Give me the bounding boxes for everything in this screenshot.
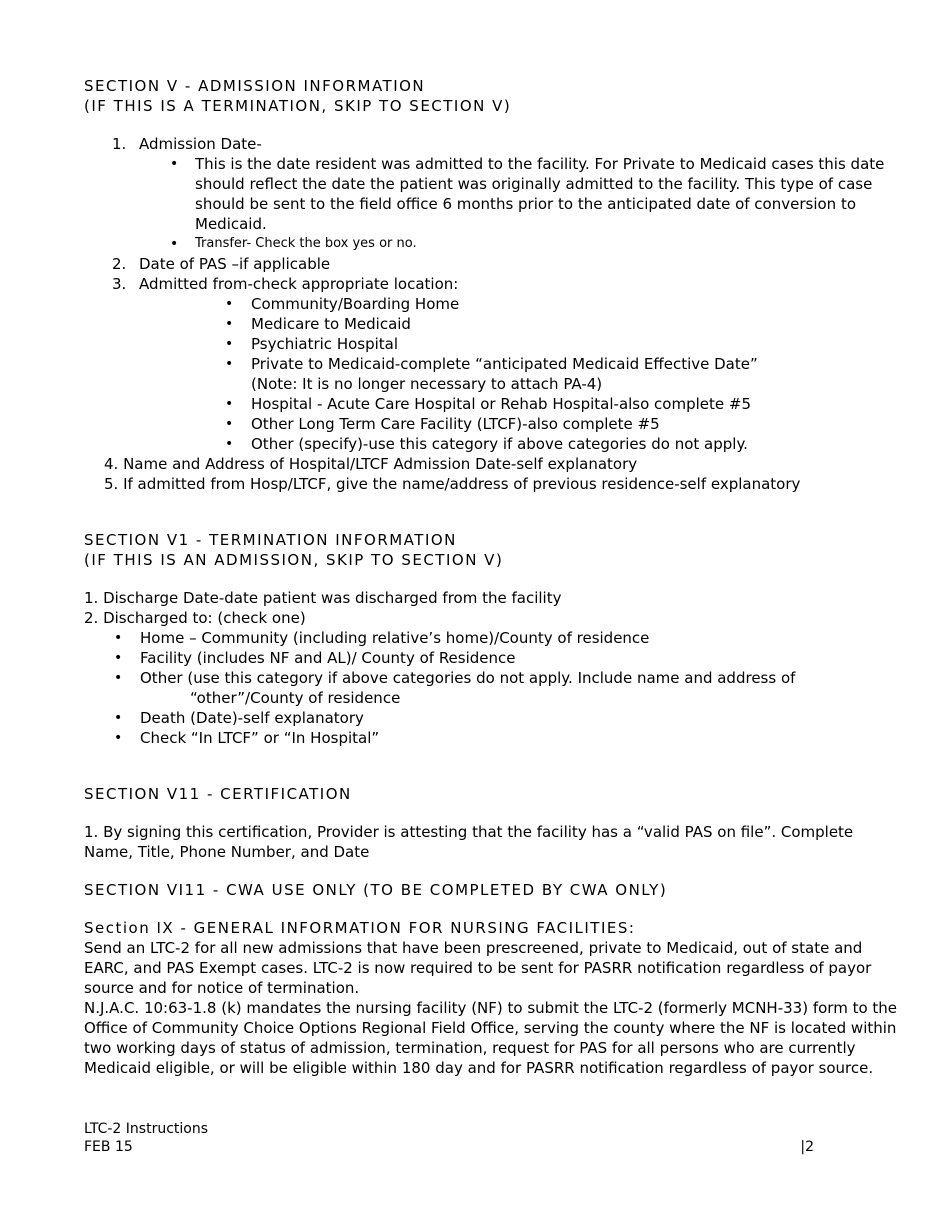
list-item: • Transfer- Check the box yes or no.: [84, 234, 904, 254]
page-number: |2: [800, 1139, 814, 1155]
paragraph: Send an LTC-2 for all new admissions that have been prescreened, private to Medicaid, out of state and EARC, and PAS Exempt cases. LTC-2 is now required to be sent for PASRR notification regardless of payor source and for notice of termination.: [84, 939, 872, 997]
certification-text: 1. By signing this certification, Provider is attesting that the facility has a “valid PAS on file”. Complete Name, Title, Phone Number, and Date: [84, 823, 854, 861]
discharged-to-bullets: [84, 628, 904, 688]
list-item: • Home – Community (including relative’s home)/County of residence: [84, 628, 904, 648]
footer-doc-name: LTC-2 Instructions: [84, 1121, 209, 1137]
list-item: • Other (specify)-use this category if above categories do not apply.: [84, 434, 904, 454]
note-text: (Note: It is no longer necessary to attach PA-4): [251, 375, 603, 393]
list-item: • Check “In LTCF” or “In Hospital”: [84, 728, 904, 748]
section-title: SECTION VI11 - CWA USE ONLY (TO BE COMPLETED BY CWA ONLY): [84, 881, 668, 899]
list-item: • Facility (includes NF and AL)/ County of Residence: [84, 648, 904, 668]
admitted-from-bullets: [84, 294, 904, 374]
list-item: • Other (use this category if above categories do not apply. Include name and address of: [84, 668, 904, 688]
list-item: • Death (Date)-self explanatory: [84, 708, 904, 728]
list-item: • This is the date resident was admitted to the facility. For Private to Medicaid cases this date should reflect the date the patient was originally admitted to the facility. This type of case should be sent to the field office 6 months prior to the anticipated date of conversion to Medicaid.: [84, 154, 904, 234]
page-footer: [84, 1120, 814, 1156]
admission-date-bullets: [84, 154, 904, 254]
list-item: • Other Long Term Care Facility (LTCF)-also complete #5: [84, 414, 904, 434]
list-item: 3. Admitted from-check appropriate location:: [112, 275, 459, 293]
list-item: 1. Discharge Date-date patient was discharged from the facility: [84, 589, 562, 607]
paragraph: N.J.A.C. 10:63-1.8 (k) mandates the nursing facility (NF) to submit the LTC-2 (formerly MCNH-33) form to the Office of Community Choice Options Regional Field Office, serving the county where the NF is located within two working days of status of admission, termination, request for PAS for all persons who are currently Medicaid eligible, or will be eligible within 180 day and for PASRR notification regardless of payor source.: [84, 999, 898, 1077]
list-item: 4. Name and Address of Hospital/LTCF Admission Date-self explanatory: [104, 455, 638, 473]
document-page: [84, 76, 904, 1078]
section-subtitle: (IF THIS IS AN ADMISSION, SKIP TO SECTION V): [84, 551, 504, 569]
section-general-info: [84, 918, 904, 1078]
section-title: SECTION V - ADMISSION INFORMATION: [84, 77, 426, 95]
item-label: Admission Date-: [139, 135, 262, 153]
list-item: • Psychiatric Hospital: [84, 334, 904, 354]
section-title: SECTION V1 - TERMINATION INFORMATION: [84, 531, 457, 549]
item-label: Date of PAS –if applicable: [139, 255, 331, 273]
section-certification: [84, 784, 904, 862]
section-title: Section IX - GENERAL INFORMATION FOR NURSING FACILITIES:: [84, 919, 636, 937]
admission-list: [84, 134, 904, 154]
list-item: 1. Admission Date-: [112, 135, 262, 153]
item-label: Admitted from-check appropriate location:: [139, 275, 459, 293]
list-item: • Community/Boarding Home: [84, 294, 904, 314]
section-admission: [84, 76, 904, 494]
section-subtitle: (IF THIS IS A TERMINATION, SKIP TO SECTION V): [84, 97, 512, 115]
other-continuation: “other”/County of residence: [190, 689, 401, 707]
list-item: 2. Discharged to: (check one): [84, 609, 306, 627]
section-title: SECTION V11 - CERTIFICATION: [84, 785, 352, 803]
list-item: • Private to Medicaid-complete “anticipated Medicaid Effective Date”: [84, 354, 904, 374]
list-item: • Hospital - Acute Care Hospital or Rehab Hospital-also complete #5: [84, 394, 904, 414]
list-item: 2. Date of PAS –if applicable: [112, 255, 331, 273]
section-cwa: [84, 880, 904, 900]
footer-date: FEB 15: [84, 1139, 133, 1155]
section-termination: [84, 530, 904, 748]
list-item: • Medicare to Medicaid: [84, 314, 904, 334]
list-item: 5. If admitted from Hosp/LTCF, give the name/address of previous residence-self explanatory: [104, 475, 801, 493]
